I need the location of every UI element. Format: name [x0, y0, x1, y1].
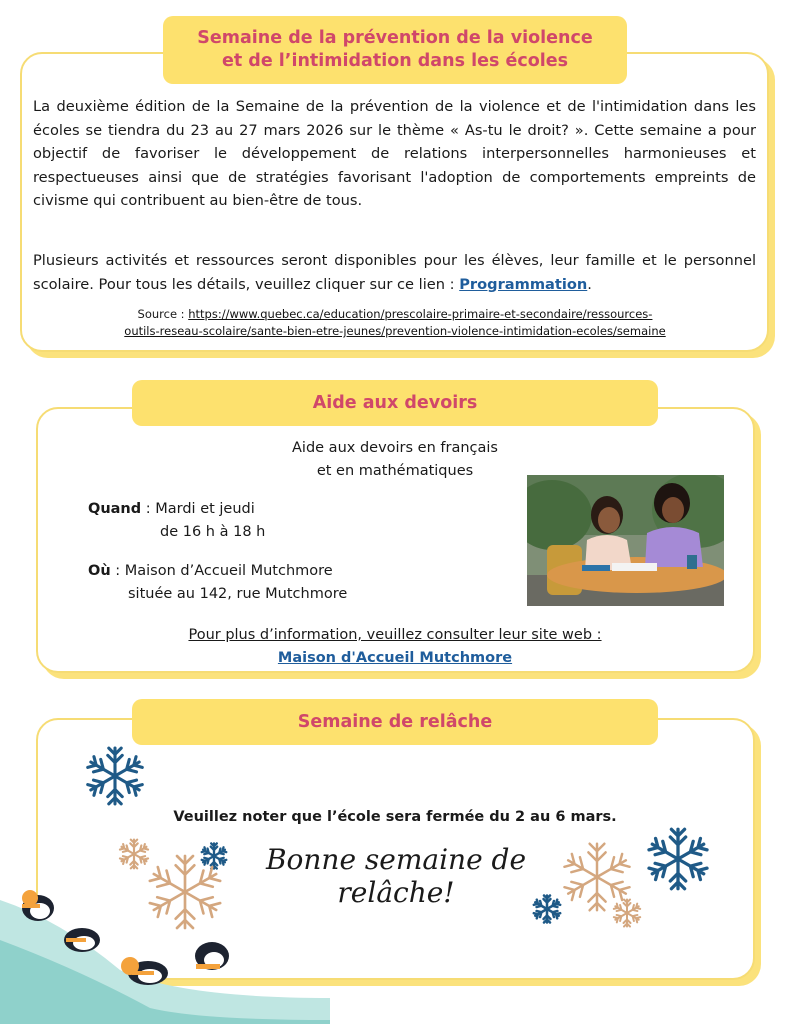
spring-break-title: Semaine de relâche: [132, 699, 658, 745]
homework-intro: [240, 437, 550, 483]
where-value: : Maison d’Accueil Mutchmore: [110, 563, 333, 579]
penguin-icon: [195, 942, 229, 970]
intro-paragraph: La deuxième édition de la Semaine de la prévention de la violence et de l'intimidation dans les écoles se tiendra du 23 au 27 mars 2026 sur le thème « As-tu le droit? ». Cette semaine a pour objectif de favoriser le développement de relations interpersonnelles harmonieuses et respectueuses ainsi que de stratégies favorisant l'adoption de comportements empreints de civisme qui contribuent au bien-être de tous.: [33, 98, 756, 209]
source-url-line-1[interactable]: https://www.quebec.ca/education/prescolaire-primaire-et-secondaire/ressources-: [188, 307, 653, 321]
source-citation: [40, 306, 750, 340]
homework-help-title: Aide aux devoirs: [132, 380, 658, 426]
when-label: Quand: [88, 501, 142, 517]
where-label: Où: [88, 563, 111, 579]
maison-accueil-link[interactable]: Maison d'Accueil Mutchmore: [277, 650, 513, 666]
title-line-1: Semaine de la prévention de la violence: [197, 28, 593, 49]
resources-text: Plusieurs activités et ressources seront disponibles pour les élèves, leur famille et le personnel scolaire. Pour tous les détails, veuillez cliquer sur ce lien :: [33, 252, 756, 293]
when-line: [88, 498, 255, 521]
source-url-line-2[interactable]: outils-reseau-scolaire/sante-bien-etre-jeunes/prevention-violence-intimidation-ecoles/semaine: [124, 324, 666, 338]
school-closed-notice: Veuillez noter que l’école sera fermée du 2 au 6 mars.: [173, 809, 617, 825]
snowflake-icon: [532, 894, 562, 924]
greeting-text: Bonne semaine de relâche!: [265, 843, 527, 909]
where-line: [88, 560, 333, 583]
penguin-icon: [64, 928, 100, 952]
intro-line-1: Aide aux devoirs en français: [292, 440, 498, 456]
more-info: [40, 624, 750, 670]
penguins-illustration: [0, 880, 330, 1024]
intro-line-2: et en mathématiques: [316, 463, 474, 479]
snowflake-icon: [612, 898, 642, 928]
snowflake-icon: [118, 838, 150, 870]
source-label: Source :: [137, 307, 189, 321]
penguin-icon: [22, 890, 54, 921]
resources-end: .: [587, 275, 592, 293]
homework-photo: [527, 475, 724, 606]
when-hours: de 16 h à 18 h: [160, 524, 266, 540]
more-info-text: Pour plus d’information, veuillez consulter leur site web :: [188, 627, 602, 643]
snowflake-icon: [84, 745, 146, 807]
programmation-link[interactable]: Programmation: [459, 275, 588, 293]
when-value: : Mardi et jeudi: [141, 501, 255, 517]
where-address: située au 142, rue Mutchmore: [128, 586, 348, 602]
snowflake-icon: [645, 826, 711, 892]
violence-prevention-title: [163, 16, 627, 84]
title-line-2: et de l’intimidation dans les écoles: [221, 51, 569, 71]
resources-paragraph: [33, 249, 756, 296]
